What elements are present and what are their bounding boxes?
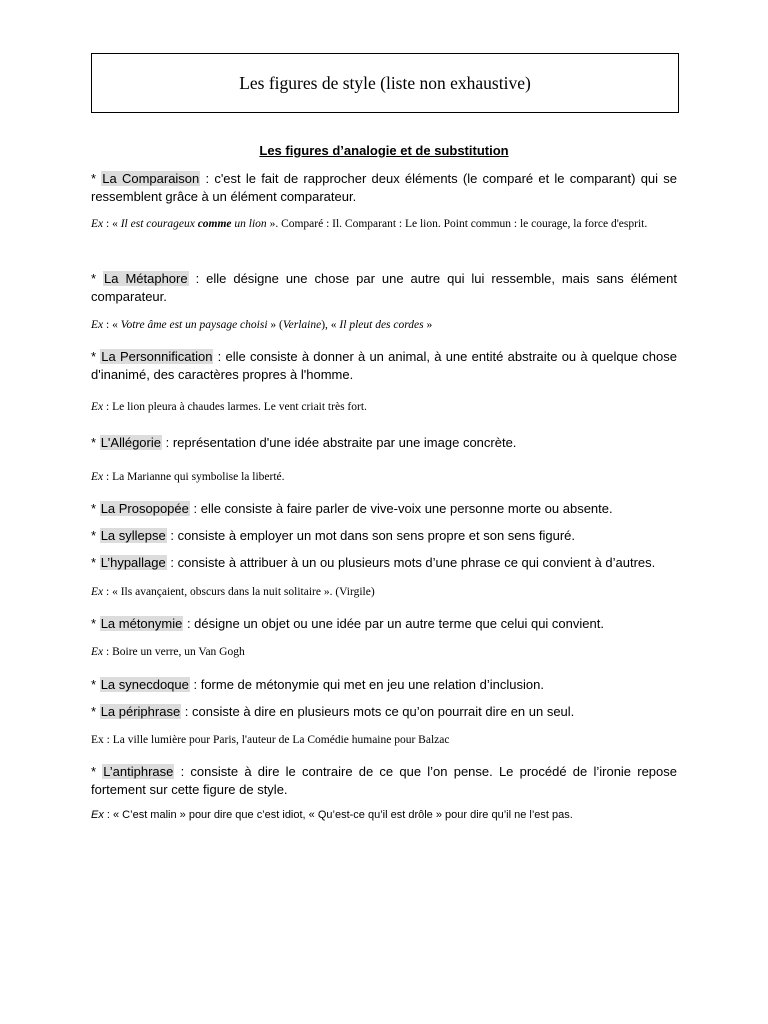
entry-antiphrase: * L’antiphrase : consiste à dire le contraire de ce que l’on pense. Le procédé de l’ironie repose fortement sur cette figure de style. <box>91 764 677 797</box>
term-highlight: La Personnification <box>101 349 213 364</box>
term-highlight: La Métaphore <box>104 271 188 286</box>
term-highlight: La Comparaison <box>102 171 200 186</box>
entry-comparaison: * La Comparaison : c'est le fait de rapprocher deux éléments (le comparé et le comparant) qui se ressemblent grâce à un élément comparateur. <box>91 171 677 204</box>
example-hypallage: Ex : « Ils avançaient, obscurs dans la nuit solitaire ». (Virgile) <box>91 586 375 598</box>
page-title: Les figures de style (liste non exhaustive) <box>239 72 531 93</box>
example-metonymie: Ex : Boire un verre, un Van Gogh <box>91 646 245 658</box>
example-antiphrase: Ex : « C’est malin » pour dire que c’est idiot, « Qu’est-ce qu’il est drôle » pour dire qu’il ne l’est pas. <box>91 809 573 821</box>
entry-synecdoque: * La synecdoque : forme de métonymie qui met en jeu une relation d’inclusion. <box>91 677 544 692</box>
entry-periphrase: * La périphrase : consiste à dire en plusieurs mots ce qu’on pourrait dire en un seul. <box>91 704 575 719</box>
example-metaphore: Ex : « Votre âme est un paysage choisi » (Verlaine), « Il pleut des cordes » <box>91 319 433 331</box>
entry-allegorie: * L'Allégorie : représentation d'une idée abstraite par une image concrète. <box>91 435 517 450</box>
page-title-box <box>91 53 679 113</box>
term-highlight: La périphrase <box>100 704 181 719</box>
term-highlight: L’hypallage <box>100 555 166 570</box>
term-highlight: La Prosopopée <box>100 501 189 516</box>
example-periphrase: Ex : La ville lumière pour Paris, l'auteur de La Comédie humaine pour Balzac <box>91 734 450 746</box>
section-heading: Les figures d’analogie et de substitution <box>259 143 509 158</box>
term-highlight: La syllepse <box>100 528 166 543</box>
example-allegorie: Ex : La Marianne qui symbolise la liberté. <box>91 471 285 483</box>
term-highlight: L’antiphrase <box>103 764 174 779</box>
term-highlight: La métonymie <box>100 616 183 631</box>
entry-metaphore: * La Métaphore : elle désigne une chose par une autre qui lui ressemble, mais sans élément comparateur. <box>91 271 677 304</box>
entry-hypallage: * L’hypallage : consiste à attribuer à un ou plusieurs mots d’une phrase ce qui convient à d’autres. <box>91 555 656 570</box>
term-highlight: La synecdoque <box>100 677 189 692</box>
example-comparaison: Ex : « Il est courageux comme un lion ». Comparé : Il. Comparant : Le lion. Point commun : le courage, la force d'esprit. <box>91 218 648 230</box>
term-highlight: L'Allégorie <box>100 435 161 450</box>
entry-prosopopee: * La Prosopopée : elle consiste à faire parler de vive-voix une personne morte ou absente. <box>91 501 613 516</box>
entry-personnification: * La Personnification : elle consiste à donner à un animal, à une entité abstraite ou à quelque chose d'inanimé, des caractères propres à l'homme. <box>91 349 677 382</box>
entry-metonymie: * La métonymie : désigne un objet ou une idée par un autre terme que celui qui convient. <box>91 616 604 631</box>
example-personnification: Ex : Le lion pleura à chaudes larmes. Le vent criait très fort. <box>91 401 367 413</box>
entry-syllepse: * La syllepse : consiste à employer un mot dans son sens propre et son sens figuré. <box>91 528 576 543</box>
